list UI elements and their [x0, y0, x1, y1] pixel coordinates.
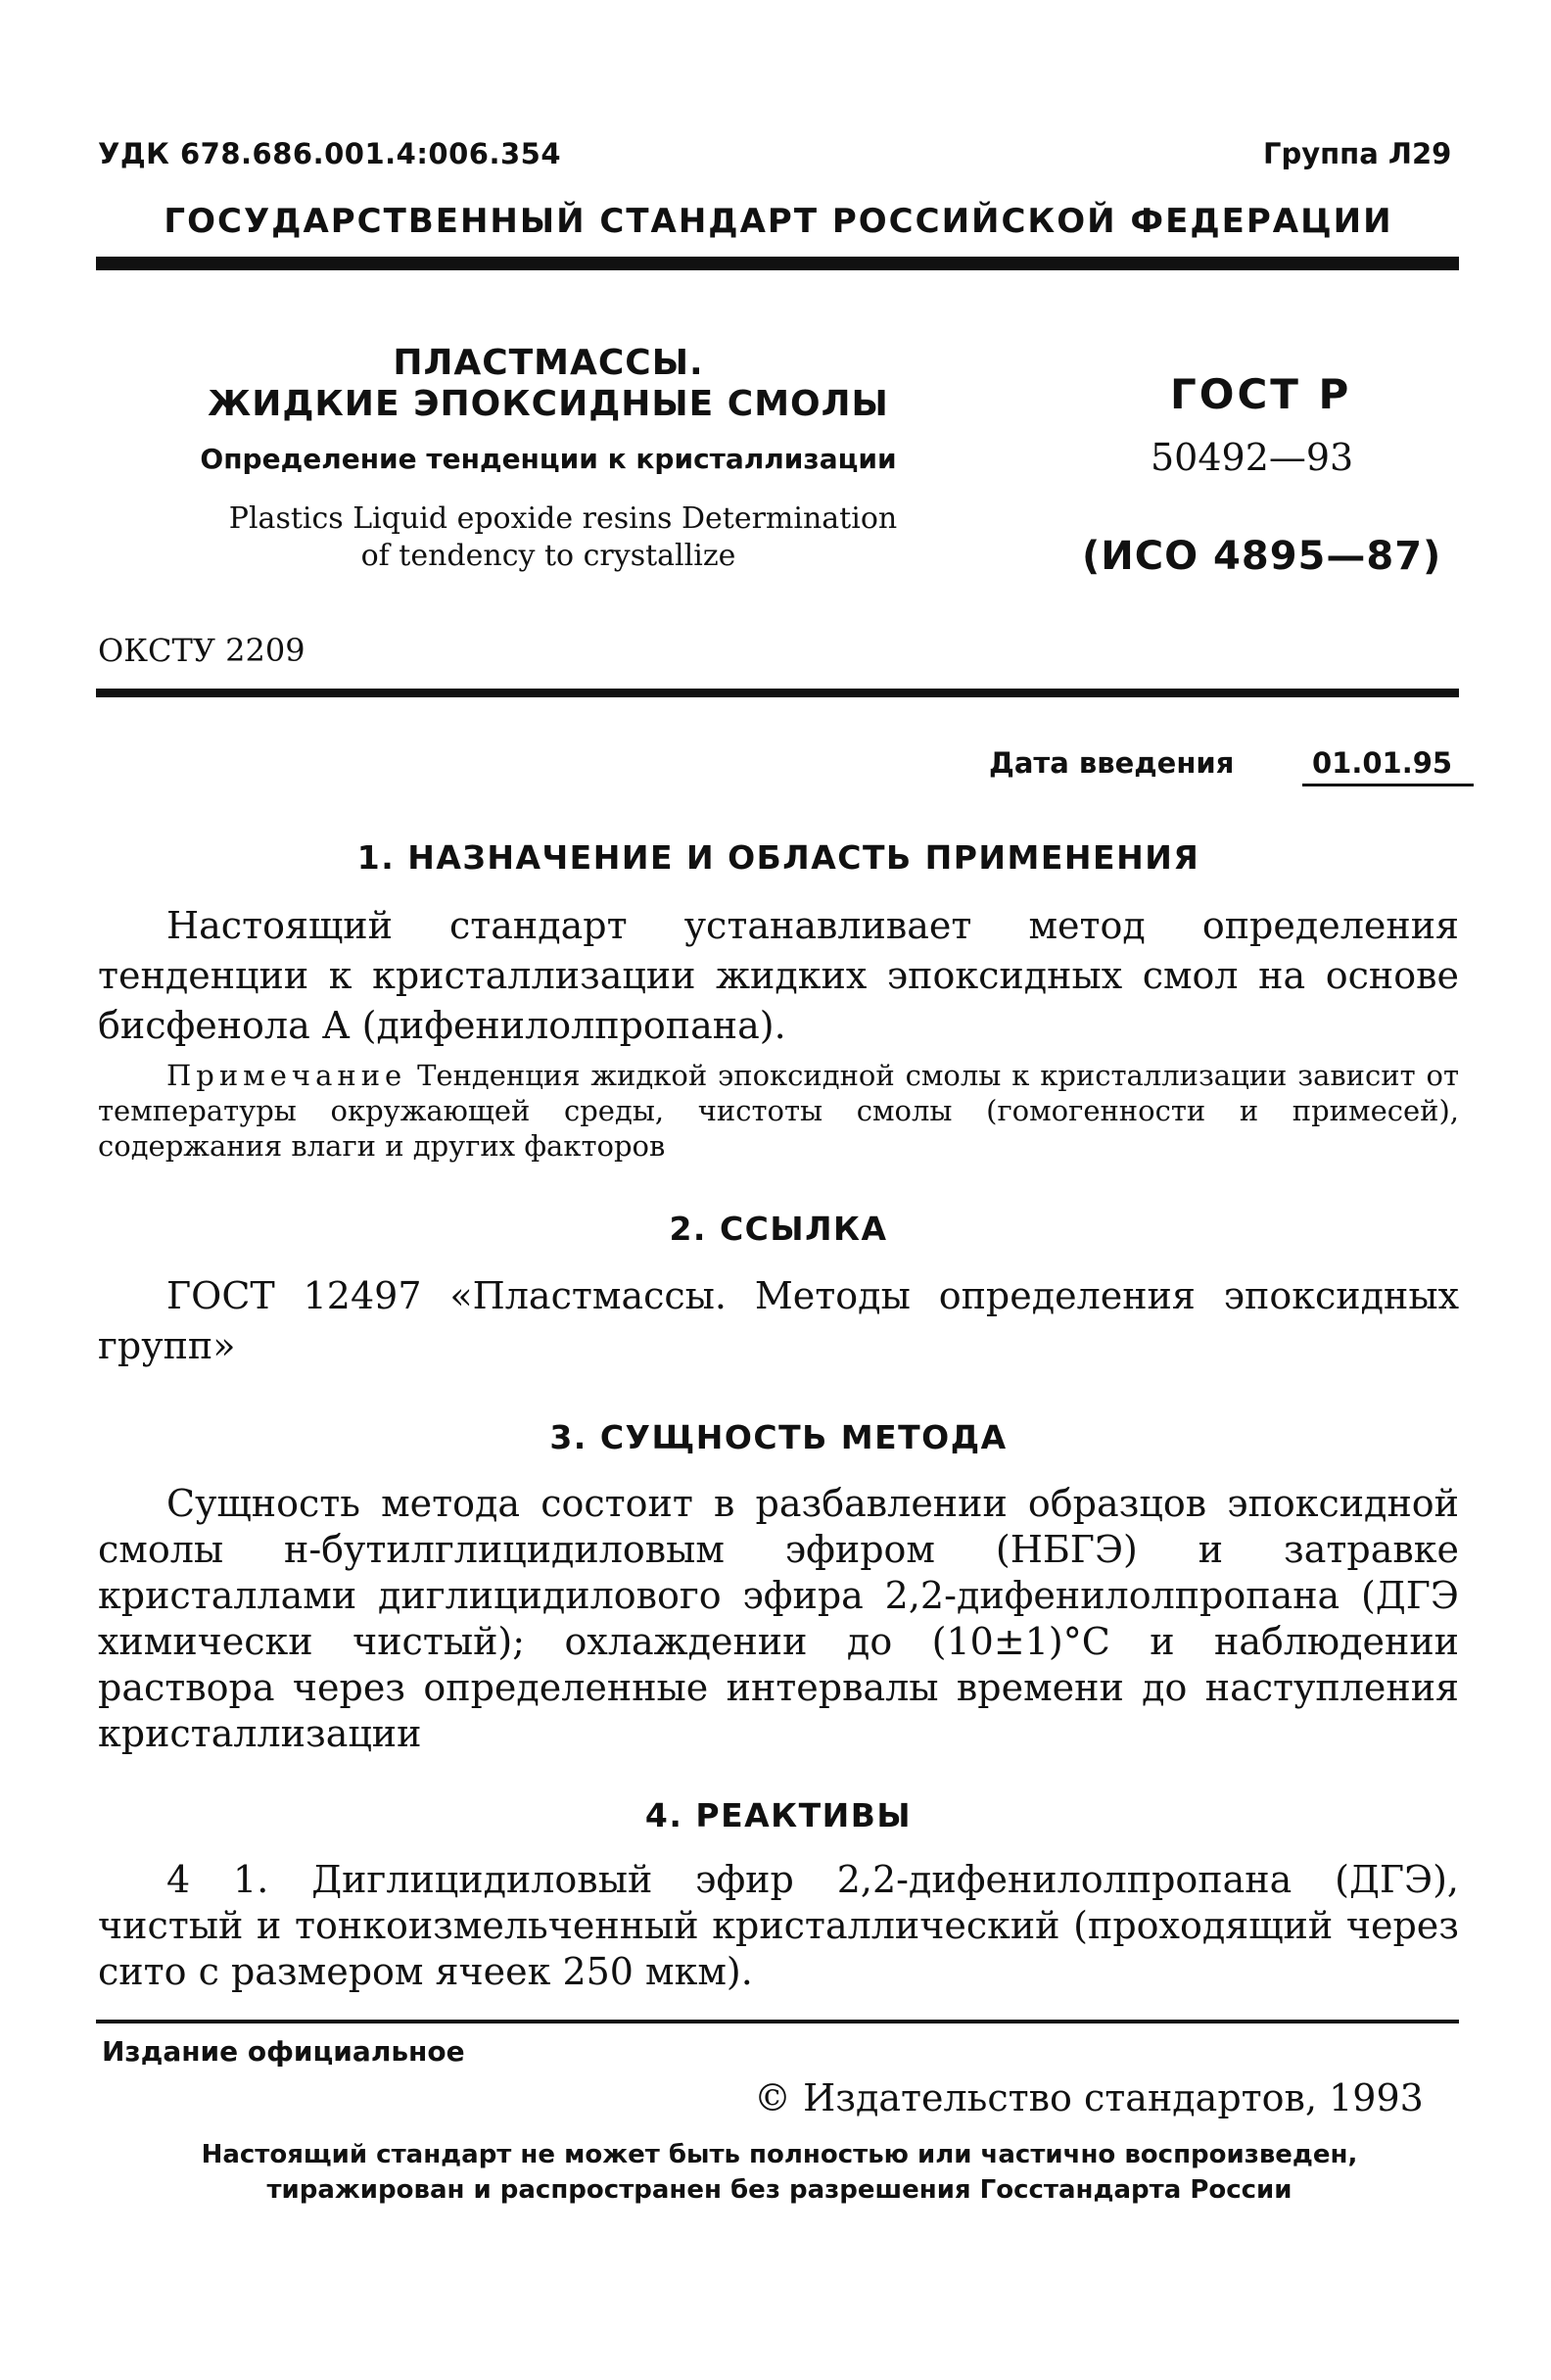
footer-rule: [96, 2020, 1459, 2023]
header-thick-rule: [96, 257, 1459, 270]
section-3-heading: 3. СУЩНОСТЬ МЕТОДА: [549, 1418, 1008, 1456]
section-1-note: [98, 1058, 1459, 1164]
intro-date-underline: [1302, 784, 1474, 786]
section-4-text: 4 1. Диглицидиловый эфир 2,2-дифенилолпропана (ДГЭ), чистый и тонкоизмельченный кристаллический (проходящий через сито с размером ячеек 250 мкм).: [98, 1858, 1459, 1993]
english-title-line-1: Plastics Liquid epoxide resins Determination: [228, 501, 898, 536]
udk-code: УДК 678.686.001.4:006.354: [98, 137, 562, 170]
section-1-text: Настоящий стандарт устанавливает метод определения тенденции к кристаллизации жидких эпоксидных смол на основе бисфенола А (дифенилолпропана).: [98, 904, 1459, 1047]
gost-label: ГОСТ Р: [1170, 370, 1352, 418]
intro-date-value: 01.01.95: [1312, 746, 1453, 780]
note-text: Тенденция жидкой эпоксидной смолы к кристаллизации зависит от температуры окружающей среды, чистоты смолы (гомогенности и примесей), содержания влаги и других факторов: [98, 1059, 1459, 1163]
section-4-heading: 4. РЕАКТИВЫ: [644, 1796, 913, 1834]
state-standard-heading: ГОСУДАРСТВЕННЫЙ СТАНДАРТ РОССИЙСКОЙ ФЕДЕРАЦИИ: [164, 202, 1393, 241]
title-line-2: ЖИДКИЕ ЭПОКСИДНЫЕ СМОЛЫ: [208, 384, 889, 424]
title-block-rule: [96, 689, 1459, 697]
gost-number: 50492—93: [1151, 436, 1354, 479]
group-code: Группа Л29: [1263, 137, 1452, 170]
iso-reference: (ИСО 4895—87): [1082, 534, 1442, 579]
section-2-heading: 2. ССЫЛКА: [669, 1210, 888, 1248]
official-edition-label: Издание официальное: [102, 2035, 465, 2068]
section-3-text: Сущность метода состоит в разбавлении образцов эпоксидной смолы н-бутилглицидиловым эфиром (НБГЭ) и затравке кристаллами диглицидилового эфира 2,2-дифенилолпропана (ДГЭ химически чистый); охлаждении до (10±1)°С и наблюдении раствора через определенные интервалы времени до наступления кристаллизации: [98, 1482, 1459, 1755]
english-title-line-2: of tendency to crystallize: [360, 539, 736, 573]
reproduction-notice-line-2: тиражирован и распространен без разрешения Госстандарта России: [266, 2175, 1292, 2205]
title-line-1: ПЛАСТМАССЫ.: [393, 343, 704, 383]
intro-date-label: Дата введения: [989, 746, 1235, 780]
okstu-code: ОКСТУ 2209: [98, 632, 306, 669]
section-2-text: ГОСТ 12497 «Пластмассы. Методы определения эпоксидных групп»: [98, 1274, 1459, 1367]
reproduction-notice-line-1: Настоящий стандарт не может быть полностью или частично воспроизведен,: [201, 2140, 1358, 2169]
subtitle: Определение тенденции к кристаллизации: [200, 443, 897, 475]
section-1-heading: 1. НАЗНАЧЕНИЕ И ОБЛАСТЬ ПРИМЕНЕНИЯ: [356, 838, 1200, 877]
copyright-line: © Издательство стандартов, 1993: [754, 2076, 1424, 2119]
note-label: Примечание: [166, 1059, 407, 1092]
